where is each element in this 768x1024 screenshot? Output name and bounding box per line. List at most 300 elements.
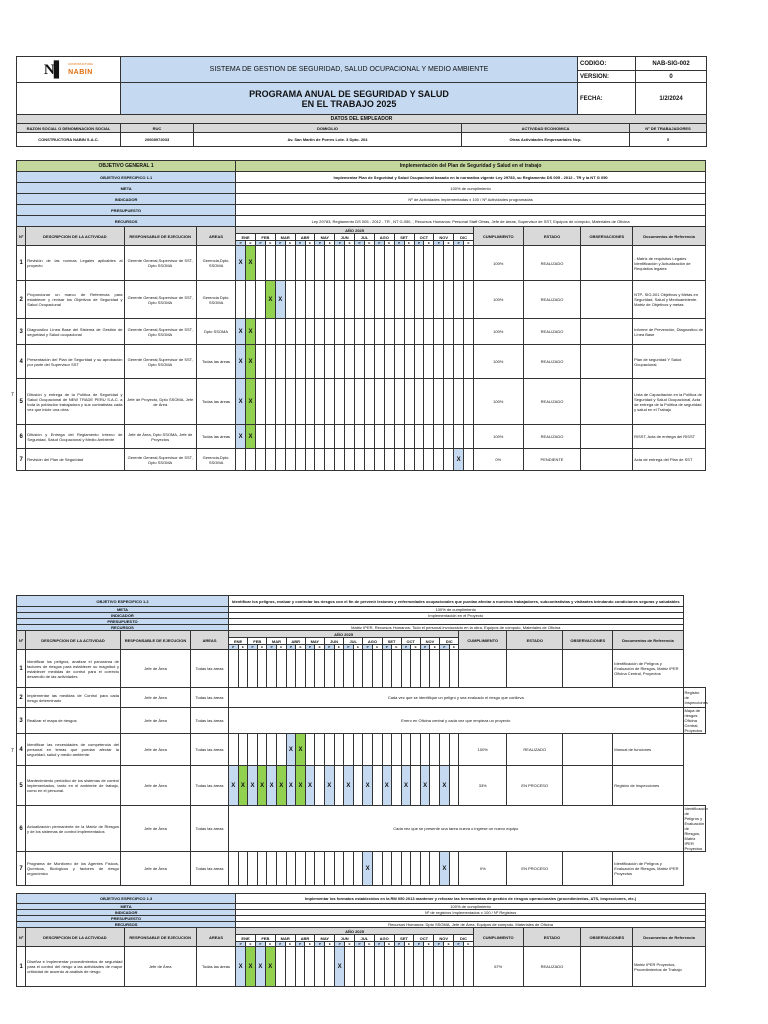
executed-cell bbox=[305, 947, 315, 987]
planned-cell bbox=[256, 345, 266, 379]
activity-areas: Todas las áreas bbox=[196, 947, 235, 987]
executed-header: E bbox=[384, 942, 394, 947]
indicador-label: INDICADOR bbox=[17, 613, 229, 619]
planned-cell bbox=[434, 449, 444, 471]
col-description: DESCRIPCION DE LA ACTIVIDAD bbox=[26, 631, 121, 650]
planned-cell bbox=[256, 319, 266, 345]
company-logo: N▌ CONSTRUCTORA NABIN bbox=[17, 57, 121, 83]
objetivo-especifico-label: OBJETIVO ESPECIFICO 1.2 bbox=[17, 596, 229, 607]
planned-cell bbox=[414, 379, 424, 425]
planned-cell bbox=[344, 650, 354, 688]
planned-cell bbox=[324, 650, 334, 688]
planned-header: P bbox=[374, 241, 384, 246]
activity-number: 3 bbox=[17, 708, 26, 734]
month-header: JUN bbox=[324, 638, 343, 645]
executed-header: E bbox=[246, 241, 256, 246]
planned-cell bbox=[394, 345, 404, 379]
activity-cumplimiento: 67% bbox=[473, 947, 523, 987]
executed-header: E bbox=[424, 241, 434, 246]
planned-cell bbox=[267, 852, 277, 886]
planned-header: P bbox=[275, 942, 285, 947]
executed-cell: X bbox=[296, 734, 306, 766]
month-header: AGO bbox=[363, 638, 382, 645]
executed-cell bbox=[353, 766, 363, 806]
planned-cell bbox=[275, 345, 285, 379]
executed-cell bbox=[276, 734, 286, 766]
executed-cell bbox=[372, 734, 382, 766]
activity-description: Difusión y Entrega del Reglamento Interno de Seguridad, Salud Ocupacional y Medio Ambiente bbox=[26, 425, 124, 449]
planned-cell: X bbox=[454, 449, 464, 471]
col-estado: ESTADO bbox=[507, 631, 563, 650]
col-year: AÑO 2025 bbox=[236, 928, 474, 935]
executed-cell bbox=[364, 947, 374, 987]
planned-cell bbox=[315, 246, 325, 281]
month-header: OCT bbox=[414, 935, 434, 942]
executed-cell bbox=[404, 246, 414, 281]
activity-observaciones bbox=[581, 947, 633, 987]
planned-cell: X bbox=[440, 852, 450, 886]
activity-number: 1 bbox=[17, 947, 26, 987]
executed-cell bbox=[464, 345, 474, 379]
planned-header: P bbox=[236, 942, 246, 947]
planned-cell: X bbox=[255, 947, 265, 987]
activity-responsible: Jefe de Área, Dpto SSOMA, Jefe de Proyectos bbox=[124, 425, 196, 449]
planned-header: P bbox=[344, 645, 354, 650]
planned-cell: X bbox=[440, 766, 450, 806]
executed-cell bbox=[305, 319, 315, 345]
activity-description: Difusión y entrega de la Política de Seguridad y Salud Ocupacional de NEW TRADE PERU S.A.C. a toda la población trabajadora y sus contratistas cada vez que inicie una obra. bbox=[26, 379, 124, 425]
executed-cell bbox=[444, 319, 454, 345]
executed-cell bbox=[305, 246, 315, 281]
planned-cell bbox=[256, 281, 266, 319]
planned-cell bbox=[355, 345, 365, 379]
activity-responsible: Gerente General,Supervisor de SST, Dpto SSOMA bbox=[124, 246, 196, 281]
planned-cell bbox=[256, 246, 266, 281]
side-marker: 7 bbox=[11, 748, 14, 754]
month-header: ABR bbox=[295, 935, 315, 942]
activity-documents: Manual de funciones bbox=[613, 734, 683, 766]
objetivo-especifico-value: Implementar Plan de Seguridad y Salud Ocupacional basado en la normativa vigente Ley 29783, su Reglamento DS 005 - 2012 - TR y la NT G 050 bbox=[236, 172, 706, 183]
activity-areas: Gerencia,Dpto. SSOMA bbox=[196, 449, 235, 471]
month-header: NOV bbox=[420, 638, 439, 645]
planned-header: P bbox=[275, 241, 285, 246]
executed-cell bbox=[334, 734, 344, 766]
executed-cell bbox=[315, 852, 325, 886]
col-areas: AREAS bbox=[196, 227, 235, 246]
activity-row bbox=[17, 806, 706, 852]
planned-cell bbox=[414, 449, 424, 471]
activity-observaciones bbox=[581, 281, 633, 319]
side-marker: 7 bbox=[11, 392, 14, 398]
activity-estado: PENDIENTE bbox=[523, 449, 581, 471]
executed-header: E bbox=[444, 241, 454, 246]
executed-header: E bbox=[345, 942, 355, 947]
executed-header: E bbox=[325, 241, 335, 246]
activity-observaciones bbox=[563, 766, 613, 806]
executed-cell bbox=[404, 449, 414, 471]
col-documentos: Documentos de Referencia bbox=[613, 631, 683, 650]
planned-header: P bbox=[305, 645, 315, 650]
planned-header: P bbox=[382, 645, 392, 650]
planned-cell bbox=[324, 734, 334, 766]
col-cumplimiento: CUMPLIMIENTO bbox=[473, 227, 523, 246]
activity-description: Mantenimiento periódico de los sistemas de control implementados, tanto en el ambiente de trabajo, como en el personal. bbox=[26, 766, 121, 806]
executed-cell bbox=[384, 379, 394, 425]
executed-cell bbox=[334, 650, 344, 688]
activity-responsible: Jefe de Área bbox=[121, 734, 191, 766]
planned-cell bbox=[344, 852, 354, 886]
planned-header: P bbox=[394, 942, 404, 947]
activity-documents: Plan de seguridad Y Salud Ocupacional. bbox=[633, 345, 706, 379]
executed-cell bbox=[325, 246, 335, 281]
planned-cell bbox=[363, 650, 373, 688]
activity-description: Proporcionar un marco de Referencia para establecer y revisar los Objetivos de Seguridad y Salud Ocupacional bbox=[26, 281, 124, 319]
planned-cell bbox=[315, 379, 325, 425]
activity-estado: REALIZADO bbox=[523, 947, 581, 987]
planned-cell: X bbox=[267, 766, 277, 806]
activity-observaciones bbox=[581, 449, 633, 471]
activity-row bbox=[17, 688, 706, 708]
planned-header: P bbox=[236, 241, 246, 246]
executed-header: E bbox=[334, 645, 344, 650]
planned-header: P bbox=[335, 241, 345, 246]
executed-cell bbox=[404, 425, 414, 449]
activity-areas: Dpto SSOMA bbox=[196, 319, 235, 345]
executed-cell bbox=[404, 281, 414, 319]
executed-cell: X bbox=[257, 766, 267, 806]
executed-header: E bbox=[392, 645, 402, 650]
activity-description: Implementar las medidas de Control para cada riesgo determinado bbox=[26, 688, 121, 708]
executed-cell bbox=[238, 650, 248, 688]
month-header: ABR bbox=[295, 234, 315, 241]
objetivo-especifico-label: OBJETIVO ESPECIFICO 1.3 bbox=[17, 894, 236, 904]
planned-cell bbox=[295, 449, 305, 471]
planned-cell: X bbox=[229, 766, 239, 806]
month-header: FEB bbox=[256, 234, 276, 241]
executed-cell bbox=[345, 449, 355, 471]
planned-cell bbox=[394, 379, 404, 425]
activity-responsible: Jefe de Área bbox=[124, 947, 196, 987]
activity-areas: Todas las áreas bbox=[191, 806, 229, 852]
month-header: JUL bbox=[355, 234, 375, 241]
activity-documents: NTP- SIG-001 Objetivos y Metas en Seguridad, Salud y Medioambiente. Matriz de Objetivos y metas bbox=[633, 281, 706, 319]
planned-cell bbox=[295, 379, 305, 425]
planned-cell bbox=[434, 246, 444, 281]
planned-cell bbox=[454, 947, 464, 987]
executed-cell bbox=[372, 852, 382, 886]
activity-documents: Acta de entrega del Plan de SST bbox=[633, 449, 706, 471]
activity-description: Identificar los peligros, analizar el panorama de factores de riesgos para establecer su magnitud y establecer medidas de control para el correcto desarrollo de las actividades bbox=[26, 650, 121, 688]
executed-cell bbox=[257, 852, 267, 886]
executed-cell bbox=[345, 345, 355, 379]
planned-cell bbox=[382, 734, 392, 766]
executed-header: E bbox=[449, 645, 459, 650]
col-areas: AREAS bbox=[191, 631, 229, 650]
executed-cell bbox=[392, 766, 402, 806]
activity-observaciones bbox=[581, 345, 633, 379]
executed-cell: X bbox=[265, 281, 275, 319]
planned-cell: X bbox=[363, 766, 373, 806]
executed-cell bbox=[265, 425, 275, 449]
recursos-value: Matriz IPER, Recursos Humanos: Todo el personal involucrado en la obra, Equipos de computo, Materiales de Oficina bbox=[229, 625, 684, 631]
planned-cell bbox=[454, 281, 464, 319]
month-header: JUN bbox=[335, 234, 355, 241]
executed-cell bbox=[364, 449, 374, 471]
planned-cell bbox=[401, 734, 411, 766]
planned-header: P bbox=[363, 645, 373, 650]
executed-cell bbox=[353, 734, 363, 766]
executed-cell bbox=[384, 345, 394, 379]
activity-estado: REALIZADO bbox=[523, 319, 581, 345]
planned-cell bbox=[256, 449, 266, 471]
planned-header: P bbox=[401, 645, 411, 650]
planned-header: P bbox=[454, 241, 464, 246]
col-year: AÑO 2025 bbox=[229, 631, 459, 638]
planned-cell bbox=[295, 319, 305, 345]
activity-number: 2 bbox=[17, 281, 26, 319]
activity-estado: REALIZADO bbox=[523, 345, 581, 379]
month-header: DIC bbox=[440, 638, 459, 645]
executed-cell bbox=[464, 246, 474, 281]
month-header: SET bbox=[382, 638, 401, 645]
planned-cell: X bbox=[363, 852, 373, 886]
activity-observaciones bbox=[581, 319, 633, 345]
recursos-value: Ley 29783, Reglamento DS 005 - 2012 - TR , NT G.050, , Recursos Humanos: Personal Staff Obras, Jefe de áreas, Supervisor de SST, Equipos de cómputo, Materiales de Oficina bbox=[236, 216, 706, 227]
planned-header: P bbox=[324, 645, 334, 650]
planned-cell bbox=[374, 281, 384, 319]
planned-cell bbox=[305, 852, 315, 886]
executed-cell bbox=[424, 449, 434, 471]
planned-cell bbox=[305, 650, 315, 688]
executed-cell bbox=[444, 947, 454, 987]
executed-cell bbox=[296, 852, 306, 886]
col-responsible: RESPONSABLE DE EJECUCION bbox=[124, 928, 196, 947]
executed-header: E bbox=[315, 645, 325, 650]
schedule-note: Cada vez que se presente una tarea nueva o ingrese un nuevo equipo bbox=[229, 806, 684, 852]
activity-documents: RISST, Acta de entrega del RISST bbox=[633, 425, 706, 449]
logo-text: NABIN bbox=[68, 69, 93, 77]
activity-description: Diseñar e Implementar procedimientos de seguridad para el control del riesgo a las actividades de mayor criticidad de acuerdo al análisis de riesgo bbox=[26, 947, 124, 987]
planned-cell bbox=[324, 852, 334, 886]
month-header: DIC bbox=[454, 234, 474, 241]
executed-cell bbox=[424, 345, 434, 379]
executed-cell bbox=[285, 319, 295, 345]
executed-header: E bbox=[372, 645, 382, 650]
planned-cell bbox=[315, 281, 325, 319]
activity-estado: REALIZADO bbox=[523, 425, 581, 449]
executed-cell bbox=[444, 281, 454, 319]
activity-number: 3 bbox=[17, 319, 26, 345]
executed-cell bbox=[296, 650, 306, 688]
activity-areas: Todas las áreas bbox=[191, 650, 229, 688]
activity-cumplimiento: 100% bbox=[473, 246, 523, 281]
executed-header: E bbox=[353, 645, 363, 650]
executed-cell bbox=[238, 852, 248, 886]
executed-header: E bbox=[305, 942, 315, 947]
executed-cell bbox=[334, 766, 344, 806]
activity-documents: Registro de Inspecciones bbox=[683, 688, 705, 708]
activity-documents: Identificación de Peligros y Evaluación de Riesgos, Matriz IPER Oficina Central, Proyectos bbox=[613, 650, 683, 688]
activity-description: Revisión de las normas Legales aplicables al proyecto bbox=[26, 246, 124, 281]
activity-responsible: Jefe de Área bbox=[121, 766, 191, 806]
month-header: JUN bbox=[335, 935, 355, 942]
planned-cell bbox=[355, 449, 365, 471]
activity-row bbox=[17, 708, 706, 734]
v-ruc: 20608974033 bbox=[121, 133, 194, 147]
executed-cell bbox=[424, 246, 434, 281]
executed-cell bbox=[430, 766, 440, 806]
executed-cell bbox=[464, 319, 474, 345]
executed-cell bbox=[444, 449, 454, 471]
executed-cell bbox=[285, 379, 295, 425]
planned-cell bbox=[394, 281, 404, 319]
activity-estado: REALIZADO bbox=[523, 246, 581, 281]
planned-cell bbox=[434, 947, 444, 987]
executed-header: E bbox=[285, 942, 295, 947]
planned-cell bbox=[355, 281, 365, 319]
planned-cell bbox=[286, 650, 296, 688]
h-trabajadores: Nº DE TRABAJADORES bbox=[630, 124, 707, 133]
planned-cell bbox=[275, 425, 285, 449]
section1-table bbox=[16, 160, 706, 471]
planned-cell: X bbox=[382, 766, 392, 806]
executed-cell bbox=[305, 425, 315, 449]
executed-cell bbox=[345, 246, 355, 281]
planned-cell bbox=[335, 319, 345, 345]
planned-cell: X bbox=[286, 734, 296, 766]
system-title: SISTEMA DE GESTION DE SEGURIDAD, SALUD OCUPACIONAL Y MEDIO AMBIENTE bbox=[121, 57, 578, 83]
activity-observaciones bbox=[581, 425, 633, 449]
planned-header: P bbox=[295, 942, 305, 947]
planned-cell bbox=[394, 319, 404, 345]
executed-cell bbox=[325, 425, 335, 449]
planned-cell: X bbox=[335, 947, 345, 987]
activity-row bbox=[17, 947, 706, 987]
objetivo-especifico-label: OBJETIVO ESPECIFICO 1.1 bbox=[17, 172, 236, 183]
planned-header: P bbox=[267, 645, 277, 650]
activity-cumplimiento: 100% bbox=[473, 379, 523, 425]
planned-cell bbox=[315, 425, 325, 449]
planned-cell bbox=[335, 449, 345, 471]
executed-cell bbox=[430, 852, 440, 886]
activity-observaciones bbox=[563, 734, 613, 766]
activity-number: 1 bbox=[17, 650, 26, 688]
planned-cell bbox=[248, 650, 258, 688]
executed-cell bbox=[238, 734, 248, 766]
executed-cell bbox=[404, 379, 414, 425]
fecha-label: FECHA: bbox=[578, 83, 636, 115]
planned-header: P bbox=[315, 241, 325, 246]
planned-cell bbox=[305, 734, 315, 766]
v-trabajadores: 5 bbox=[630, 133, 707, 147]
executed-header: E bbox=[444, 942, 454, 947]
executed-cell bbox=[305, 379, 315, 425]
activity-responsible: Jefe de Área bbox=[121, 688, 191, 708]
executed-cell bbox=[430, 650, 440, 688]
activity-documents: Lista de Capacitación en la Política de Seguridad y Salud Ocupacional, Acta de entrega de la Política de seguridad y salud en el Trabajo bbox=[633, 379, 706, 425]
planned-cell bbox=[335, 379, 345, 425]
planned-cell bbox=[355, 246, 365, 281]
activity-row bbox=[17, 852, 706, 886]
meta-label: META bbox=[17, 607, 229, 613]
month-header: ENE bbox=[229, 638, 248, 645]
planned-cell bbox=[355, 425, 365, 449]
codigo-label: CODIGO: bbox=[578, 57, 636, 71]
executed-header: E bbox=[364, 241, 374, 246]
planned-cell bbox=[394, 947, 404, 987]
program-title: PROGRAMA ANUAL DE SEGURIDAD Y SALUD EN EL TRABAJO 2025 bbox=[121, 83, 578, 115]
month-header: NOV bbox=[434, 234, 454, 241]
planned-cell bbox=[454, 345, 464, 379]
executed-cell bbox=[285, 947, 295, 987]
month-header: MAY bbox=[315, 234, 335, 241]
executed-cell bbox=[345, 379, 355, 425]
executed-cell: X bbox=[246, 947, 256, 987]
executed-cell: X bbox=[246, 345, 256, 379]
month-header: FEB bbox=[255, 935, 275, 942]
planned-cell bbox=[454, 425, 464, 449]
h-domicilio: DOMICILIO bbox=[194, 124, 462, 133]
recursos-label: RECURSOS bbox=[17, 625, 229, 631]
planned-cell bbox=[374, 449, 384, 471]
activity-observaciones bbox=[563, 852, 613, 886]
planned-cell bbox=[420, 734, 430, 766]
executed-cell bbox=[449, 852, 459, 886]
planned-header: P bbox=[286, 645, 296, 650]
activity-row bbox=[17, 425, 706, 449]
planned-cell bbox=[414, 319, 424, 345]
planned-cell: X bbox=[236, 379, 246, 425]
executed-cell: X bbox=[265, 947, 275, 987]
activity-cumplimiento bbox=[459, 650, 507, 688]
activity-row bbox=[17, 734, 706, 766]
col-description: DESCRIPCION DE LA ACTIVIDAD bbox=[26, 928, 124, 947]
executed-cell bbox=[325, 319, 335, 345]
objective-section-1-2 bbox=[16, 595, 706, 886]
activity-row bbox=[17, 319, 706, 345]
executed-cell bbox=[372, 650, 382, 688]
activity-observaciones bbox=[581, 246, 633, 281]
activity-description: Actualización permanente de la Matriz de Riesgos y de los sistemas de control implementados bbox=[26, 806, 121, 852]
activity-number: 4 bbox=[17, 734, 26, 766]
planned-cell bbox=[434, 319, 444, 345]
v-razon: CONSTRUCTORA NABIN S.A.C. bbox=[17, 133, 121, 147]
planned-cell bbox=[236, 281, 246, 319]
activity-number: 5 bbox=[17, 379, 26, 425]
v-domicilio: Av. San Martin de Porres Lote. 3 Dpto. 204 bbox=[194, 133, 462, 147]
version-value: 0 bbox=[636, 71, 707, 83]
objetivo-general-label: OBJETIVO GENERAL 1 bbox=[17, 161, 236, 172]
executed-cell bbox=[444, 345, 454, 379]
executed-cell bbox=[315, 734, 325, 766]
planned-cell bbox=[315, 449, 325, 471]
planned-cell bbox=[454, 379, 464, 425]
planned-header: P bbox=[434, 942, 444, 947]
activity-documents: Matriz IPER Proyectos, Procedimientos de Trabajo bbox=[633, 947, 706, 987]
planned-cell bbox=[420, 650, 430, 688]
executed-cell bbox=[392, 650, 402, 688]
schedule-note: Cada vez que se identifique un peligro y sea evaluado el riesgo que conlleva bbox=[229, 688, 684, 708]
planned-cell bbox=[275, 379, 285, 425]
h-ruc: RUC bbox=[121, 124, 194, 133]
executed-cell bbox=[384, 246, 394, 281]
section2-table bbox=[16, 595, 706, 886]
activity-responsible: Gerente General,Supervisor de SST, Dpto SSOMA bbox=[124, 319, 196, 345]
planned-cell bbox=[229, 650, 239, 688]
activity-number: 1 bbox=[17, 246, 26, 281]
executed-header: E bbox=[265, 241, 275, 246]
planned-cell bbox=[434, 281, 444, 319]
